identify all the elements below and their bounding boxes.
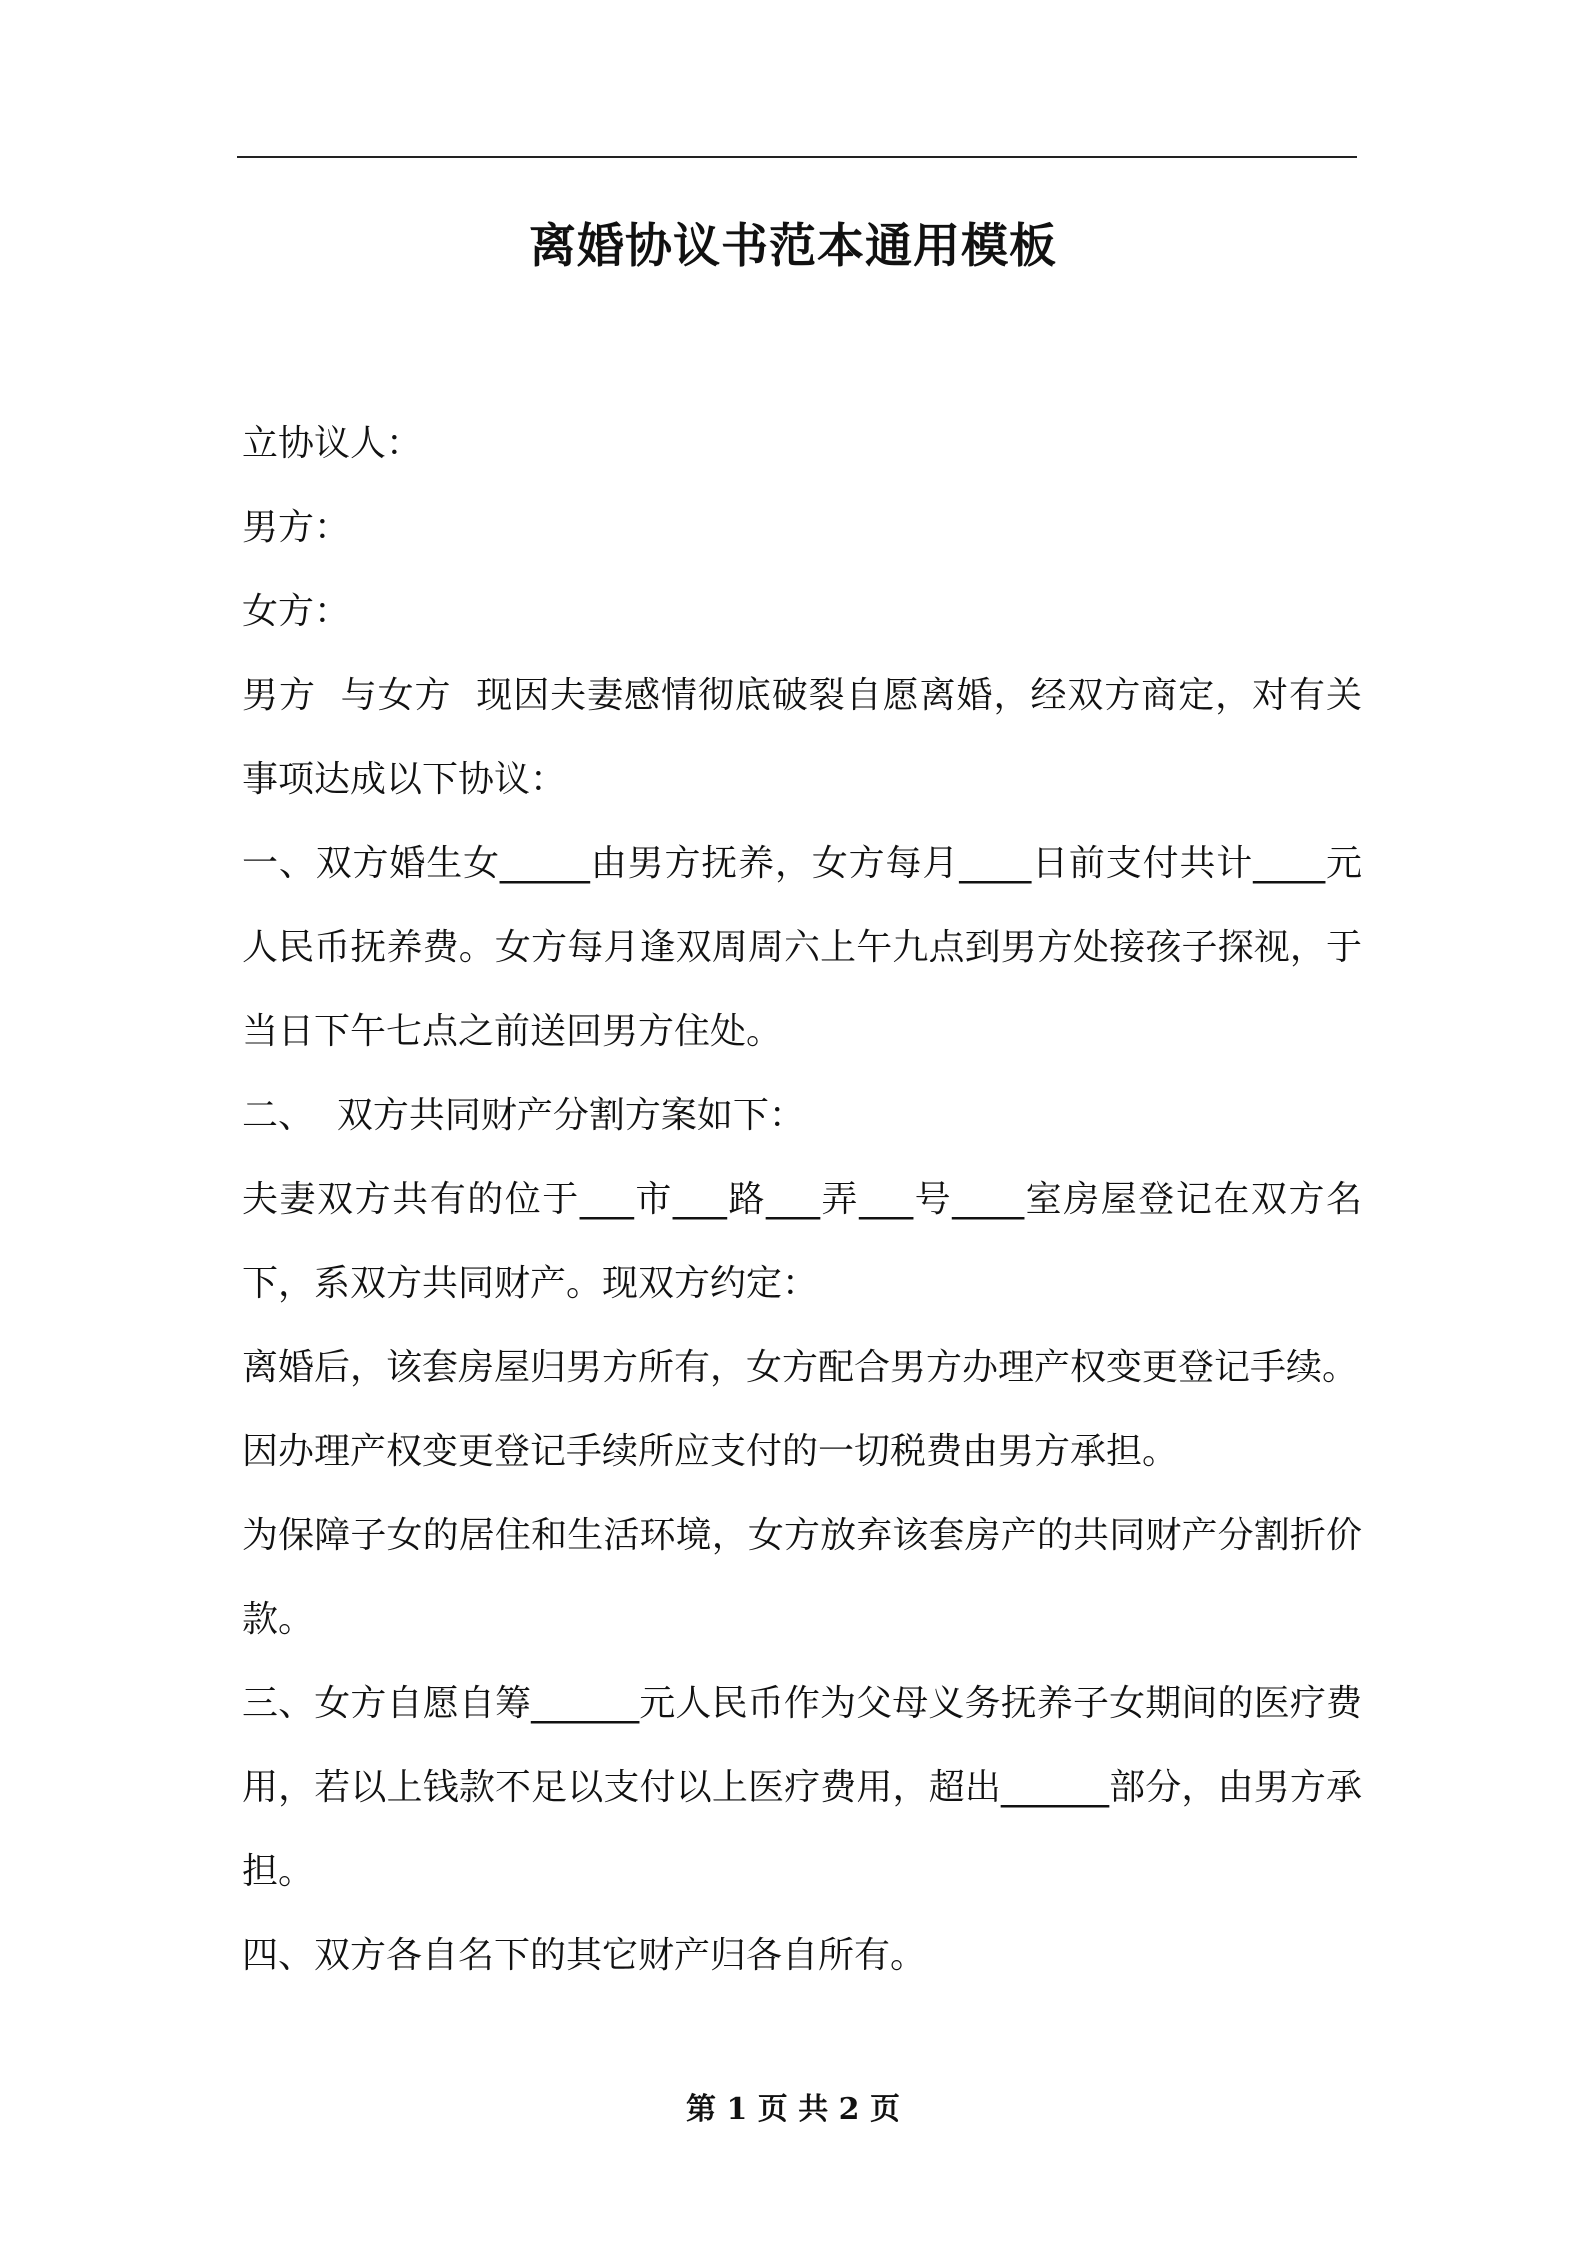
clause-1-custody: 一、双方婚生女_____由男方抚养，女方每月____日前支付共计____元人民币抚养费。女方每月逢双周周六上午九点到男方处接孩子探视，于当日下午七点之前送回男方住处。 (242, 843, 1362, 1052)
clause-2-heading: 二、 双方共同财产分割方案如下： (242, 1095, 805, 1136)
clause-3-medical: 三、女方自愿自筹______元人民币作为父母义务抚养子女期间的医疗费用，若以上钱款不足以支付以上医疗费用，超出______部分，由男方承担。 (242, 1683, 1362, 1892)
clause-2-property: 夫妻双方共有的位于___市___路___弄___号____室房屋登记在双方名下，系双方共同财产。现双方约定： (242, 1179, 1362, 1304)
female-party-line: 女方： (242, 591, 351, 632)
document-body (242, 402, 1362, 1998)
page-footer: 第 1 页 共 2 页 (686, 2092, 900, 2127)
male-party-line: 男方： (242, 507, 351, 548)
clause-2-taxes: 因办理产权变更登记手续所应支付的一切税费由男方承担。 (242, 1431, 1179, 1472)
preamble-paragraph: 男方 与女方 现因夫妻感情彻底破裂自愿离婚，经双方商定，对有关事项达成以下协议： (242, 675, 1362, 800)
clause-2-waiver: 为保障子女的居住和生活环境，女方放弃该套房产的共同财产分割折价款。 (242, 1515, 1362, 1640)
clause-2-ownership: 离婚后，该套房屋归男方所有，女方配合男方办理产权变更登记手续。 (242, 1347, 1359, 1388)
parties-heading: 立协议人： (242, 423, 423, 464)
clause-4-other-property: 四、双方各自名下的其它财产归各自所有。 (242, 1935, 927, 1976)
header-rule (237, 156, 1357, 158)
document-title: 离婚协议书范本通用模板 (529, 219, 1057, 274)
